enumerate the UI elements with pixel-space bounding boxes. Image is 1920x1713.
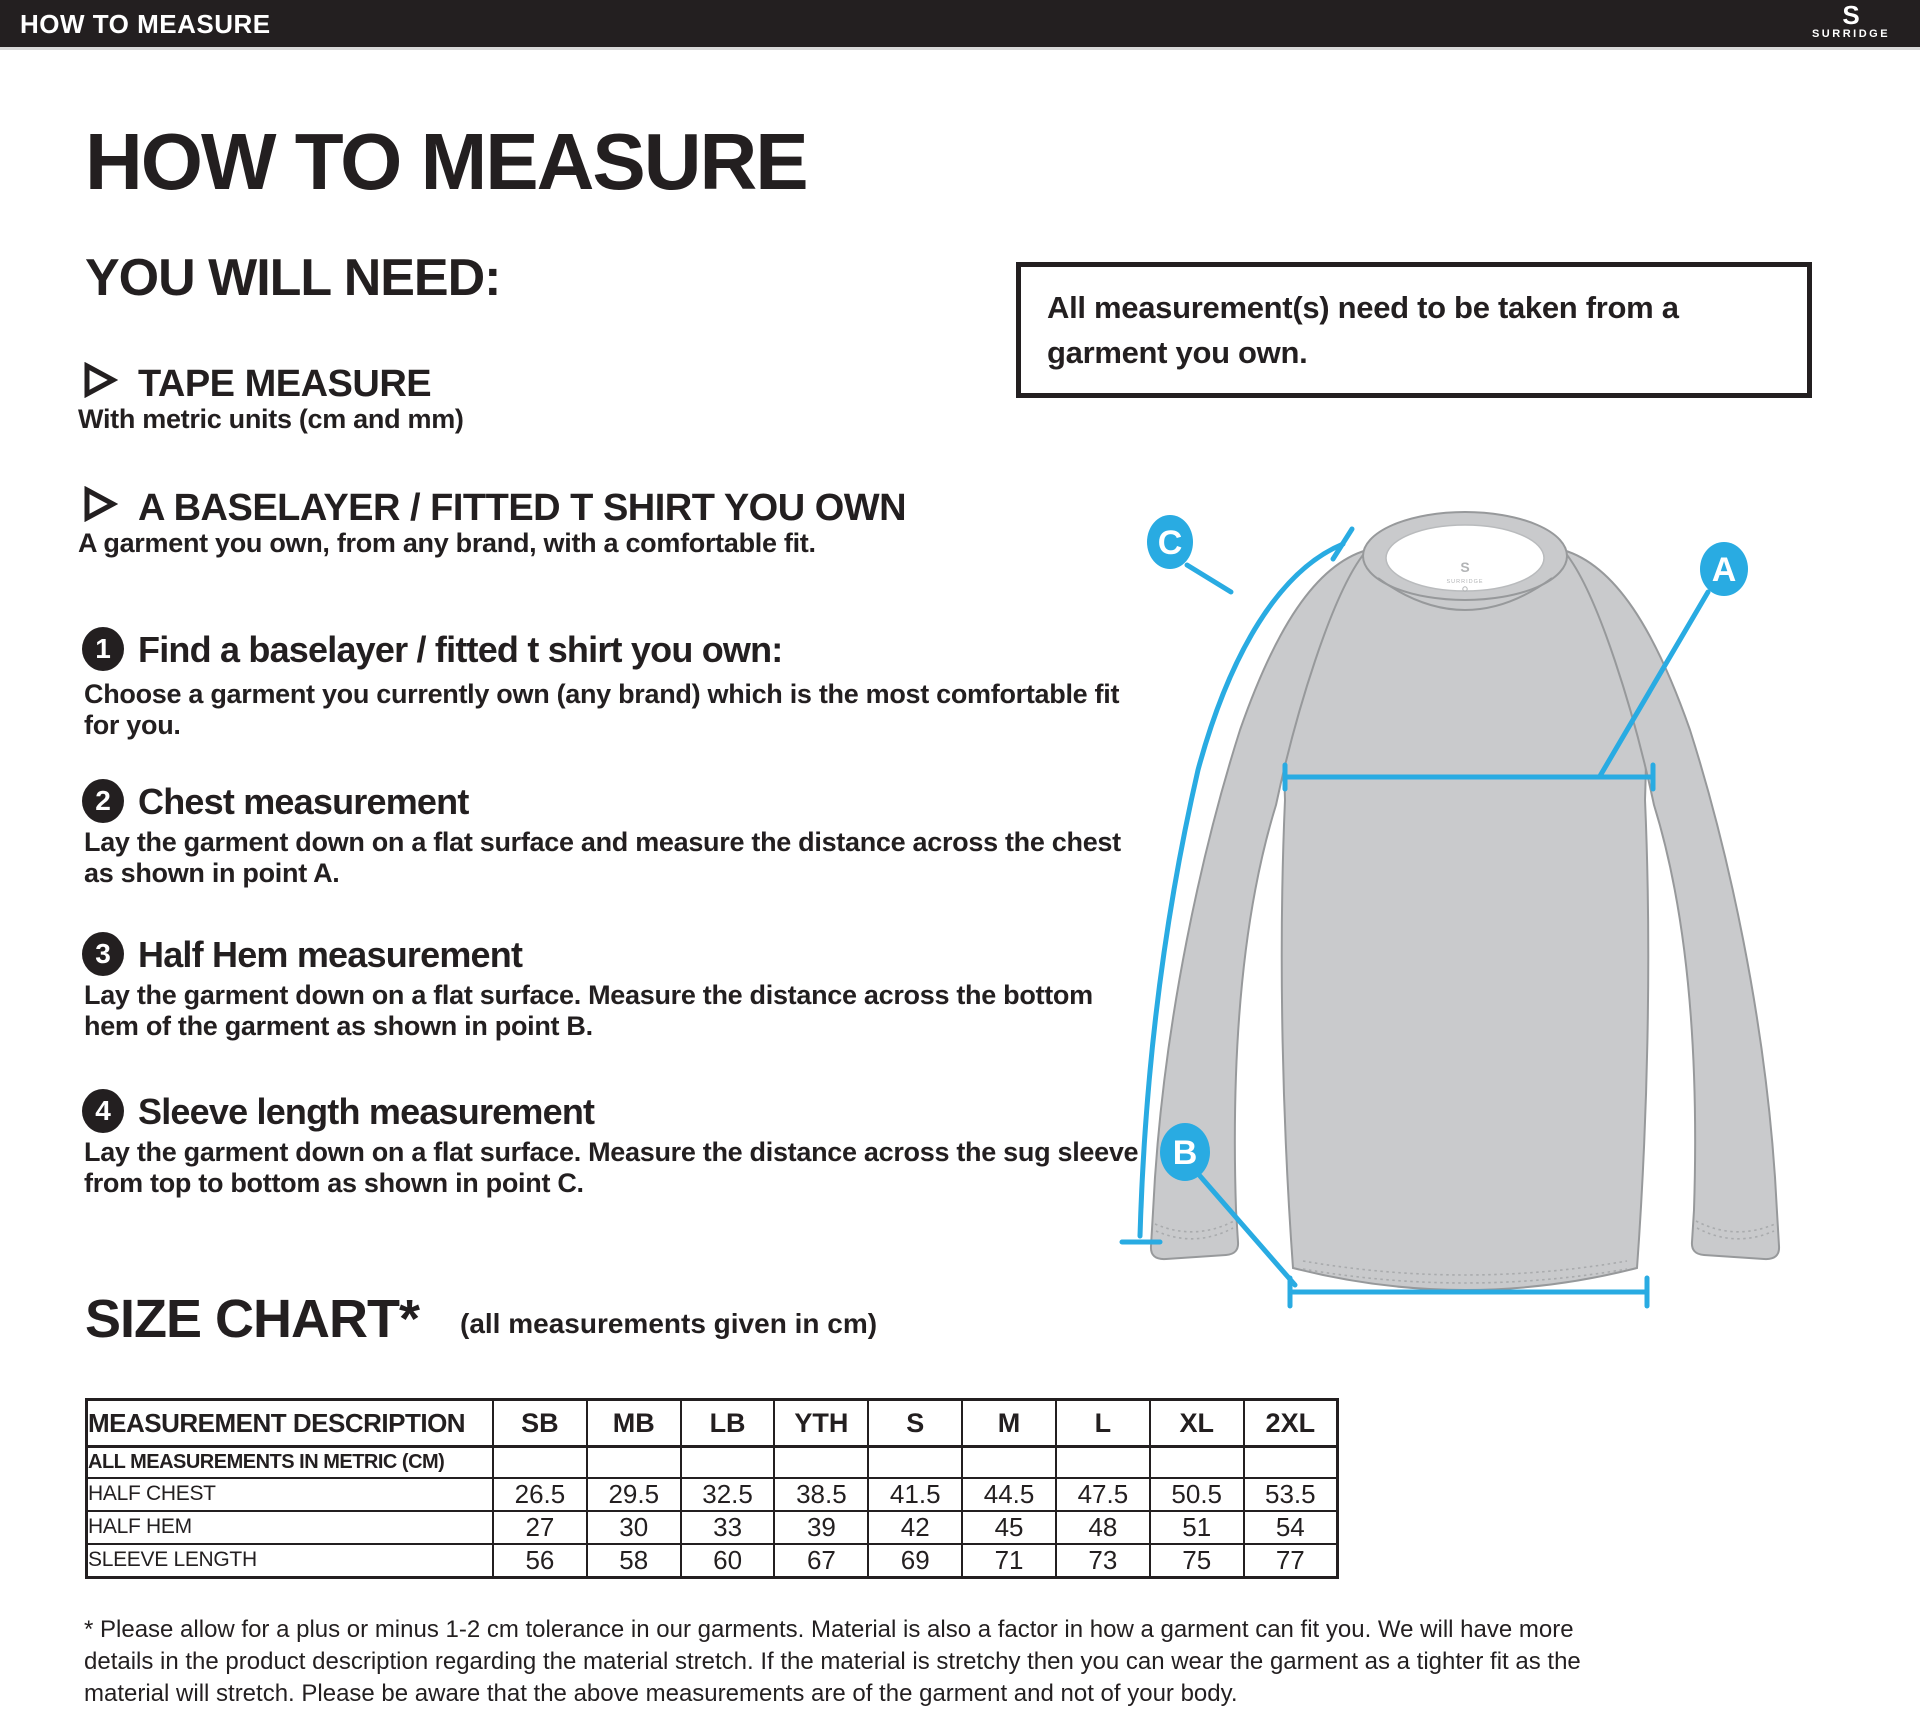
step-4-title: Sleeve length measurement	[138, 1091, 595, 1132]
surridge-logo-icon: S	[1842, 0, 1860, 30]
step-3-badge: 3	[82, 932, 124, 976]
row-label: SLEEVE LENGTH	[87, 1544, 494, 1578]
cell: 77	[1244, 1544, 1338, 1578]
table-row	[87, 1447, 1338, 1478]
column-header: LB	[681, 1400, 775, 1447]
step-3-description: Lay the garment down on a flat surface. Measure the distance across the bottom hem of the garment as shown in point B.	[84, 980, 1093, 1041]
tolerance-footnote: * Please allow for a plus or minus 1-2 cm tolerance in our garments. Material is also a factor in how a garment can fit you. We will have more details in the product description regarding the material stretch. If the material is stretchy then you can wear the garment as a tighter fit as the material will stretch. Please be aware that the above measurements are of the garment and not of your body.	[84, 1616, 1581, 1707]
cell: 32.5	[681, 1478, 775, 1511]
size-chart-header-row	[87, 1400, 1338, 1447]
column-header: M	[962, 1400, 1056, 1447]
cell: 42	[868, 1511, 962, 1544]
column-header: SB	[493, 1400, 587, 1447]
row-label: HALF HEM	[87, 1511, 494, 1544]
cell: 51	[1150, 1511, 1244, 1544]
cell: 41.5	[868, 1478, 962, 1511]
step-2-description: Lay the garment down on a flat surface and measure the distance across the chest as shown in point A.	[84, 827, 1121, 888]
cell	[1150, 1447, 1244, 1478]
step-1-description: Choose a garment you currently own (any brand) which is the most comfortable fit for you.	[84, 679, 1120, 740]
column-header: 2XL	[1244, 1400, 1338, 1447]
baselayer-shirt-illustration	[1080, 470, 1900, 1340]
cell: 53.5	[1244, 1478, 1338, 1511]
cell: 54	[1244, 1511, 1338, 1544]
size-chart-heading: SIZE CHART*	[85, 1289, 420, 1349]
cell	[868, 1447, 962, 1478]
surridge-logo-text: SURRIDGE	[1811, 28, 1891, 40]
cell: 56	[493, 1544, 587, 1578]
sleeve-leader-line	[1187, 565, 1231, 592]
cell	[681, 1447, 775, 1478]
cell: 73	[1056, 1544, 1150, 1578]
size-chart-subheading: (all measurements given in cm)	[460, 1308, 878, 1339]
shirt-body	[1282, 532, 1649, 1291]
need-item-baselayer: A BASELAYER / FITTED T SHIRT YOU OWN	[138, 487, 907, 529]
step-4-description: Lay the garment down on a flat surface. Measure the distance across the sug sleeve from top to bottom as shown in point C.	[84, 1137, 1139, 1198]
cell	[1244, 1447, 1338, 1478]
step-1-title: Find a baselayer / fitted t shirt you own:	[138, 629, 783, 670]
cell: 45	[962, 1511, 1056, 1544]
notice-text: All measurement(s) need to be taken from a garment you own.	[1047, 290, 1679, 370]
column-header: S	[868, 1400, 962, 1447]
table-row	[87, 1544, 1338, 1578]
neck-label-brand: SURRIDGE	[1446, 579, 1484, 585]
size-chart-table	[85, 1398, 1339, 1579]
cell	[1056, 1447, 1150, 1478]
cell	[774, 1447, 868, 1478]
surridge-logo	[1796, 2, 1906, 40]
point-a-label: A	[1711, 551, 1737, 589]
cell: 50.5	[1150, 1478, 1244, 1511]
top-bar	[0, 0, 1920, 50]
row-label: HALF CHEST	[87, 1478, 494, 1511]
point-c-label: C	[1157, 524, 1183, 562]
need-item-baselayer-desc: A garment you own, from any brand, with a comfortable fit.	[78, 528, 816, 558]
garment-measurement-diagram	[1080, 470, 1900, 1340]
need-item-tape-measure-desc: With metric units (cm and mm)	[78, 404, 464, 434]
column-header: YTH	[774, 1400, 868, 1447]
cell: 44.5	[962, 1478, 1056, 1511]
step-1-badge: 1	[82, 627, 124, 671]
cell: 33	[681, 1511, 775, 1544]
neck-label-logo: S	[1460, 559, 1470, 575]
need-item-tape-measure: TAPE MEASURE	[138, 363, 432, 405]
triangle-bullet-icon	[82, 362, 118, 398]
cell: 75	[1150, 1544, 1244, 1578]
column-header: MB	[587, 1400, 681, 1447]
table-row	[87, 1511, 1338, 1544]
table-row	[87, 1478, 1338, 1511]
row-label: ALL MEASUREMENTS IN METRIC (CM)	[87, 1447, 494, 1478]
page-title: HOW TO MEASURE	[85, 117, 807, 206]
cell: 27	[493, 1511, 587, 1544]
cell: 26.5	[493, 1478, 587, 1511]
cell: 29.5	[587, 1478, 681, 1511]
column-header: L	[1056, 1400, 1150, 1447]
cell: 67	[774, 1544, 868, 1578]
you-will-need-heading: YOU WILL NEED:	[85, 249, 501, 307]
notice-box	[1016, 262, 1812, 398]
step-4-badge: 4	[82, 1089, 124, 1133]
cell	[493, 1447, 587, 1478]
cell: 71	[962, 1544, 1056, 1578]
cell: 47.5	[1056, 1478, 1150, 1511]
cell	[962, 1447, 1056, 1478]
cell: 39	[774, 1511, 868, 1544]
point-b-label: B	[1172, 1134, 1198, 1172]
cell: 48	[1056, 1511, 1150, 1544]
cell: 58	[587, 1544, 681, 1578]
column-header: MEASUREMENT DESCRIPTION	[87, 1400, 494, 1447]
triangle-bullet-icon	[82, 486, 118, 522]
cell: 69	[868, 1544, 962, 1578]
step-2-title: Chest measurement	[138, 781, 469, 822]
cell: 30	[587, 1511, 681, 1544]
cell: 60	[681, 1544, 775, 1578]
step-3-title: Half Hem measurement	[138, 934, 523, 975]
cell: 38.5	[774, 1478, 868, 1511]
cell	[587, 1447, 681, 1478]
top-bar-title: HOW TO MEASURE	[20, 9, 271, 39]
step-2-badge: 2	[82, 779, 124, 823]
column-header: XL	[1150, 1400, 1244, 1447]
